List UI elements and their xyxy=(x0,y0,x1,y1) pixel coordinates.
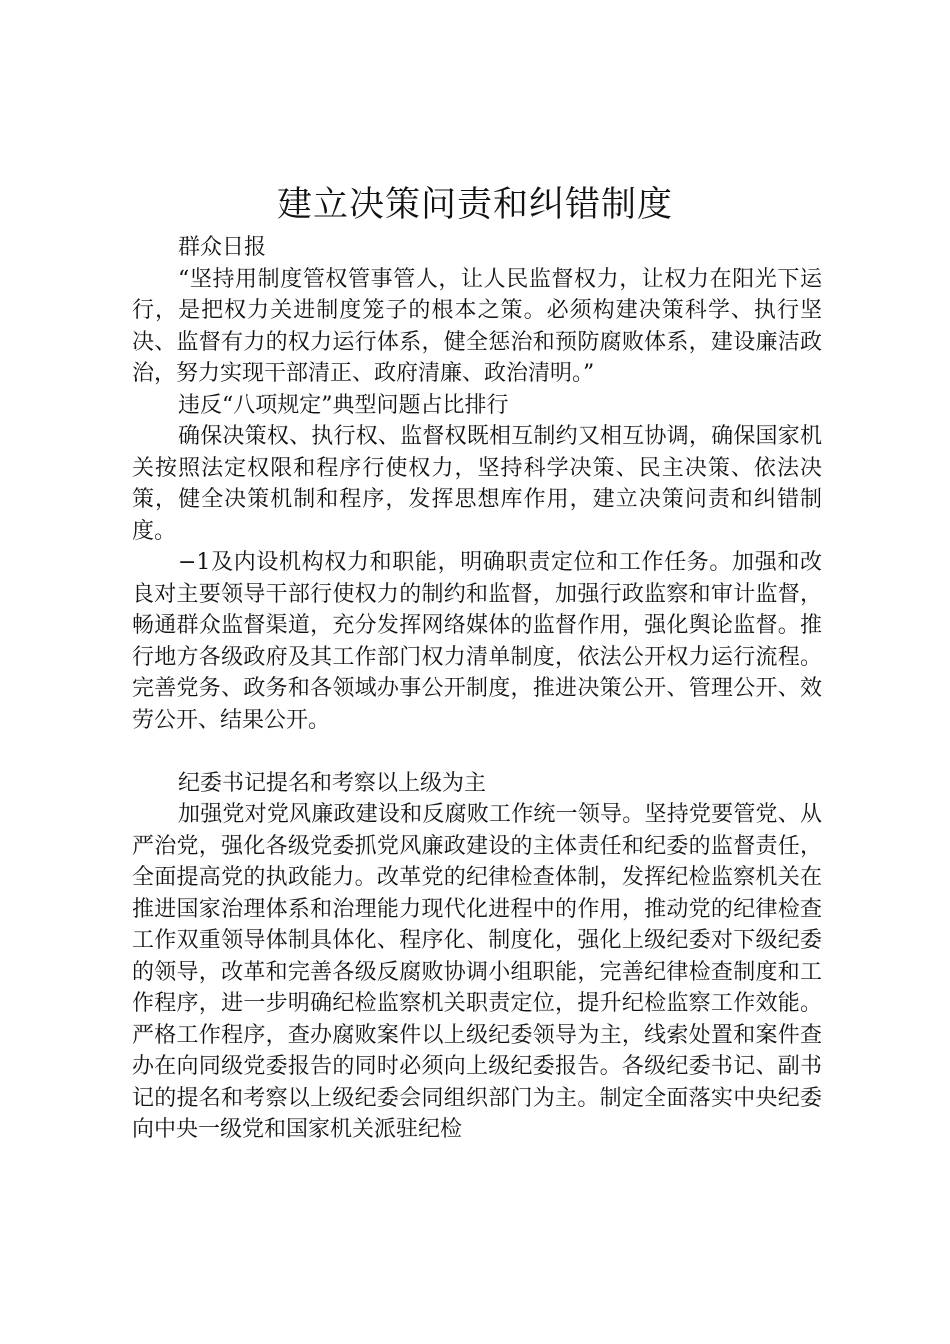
subheading-discipline-secretary: 纪委书记提名和考察以上级为主 xyxy=(178,770,487,796)
paragraph-decision-power: 确保决策权、执行权、监督权既相互制约又相互协调，确保国家机关按照法定权限和程序行使权力，坚持科学决策、民主决策、依法决策，健全决策机制和程序，发挥思想库作用，建立决策问责和纠错制度。 xyxy=(132,424,822,544)
paragraph-supervision: −1及内设机构权力和职能，明确职责定位和工作任务。加强和改良对主要领导干部行使权力的制约和监督，加强行政监察和审计监督，畅通群众监督渠道，充分发挥网络媒体的监督作用，强化舆论监督。推行地方各级政府及其工作部门权力清单制度，依法公开权力运行流程。完善党务、政务和各领域办事公开制度，推进决策公开、管理公开、效劳公开、结果公开。 xyxy=(132,550,822,733)
quote-paragraph: “坚持用制度管权管事管人，让人民监督权力，让权力在阳光下运行，是把权力关进制度笼子的根本之策。必须构建决策科学、执行坚决、监督有力的权力运行体系，健全惩治和预防腐败体系，建设廉洁政治，努力实现干部清正、政府清廉、政治清明。” xyxy=(132,266,822,386)
blank-line xyxy=(132,736,822,768)
paragraph-anti-corruption: 加强党对党风廉政建设和反腐败工作统一领导。坚持党要管党、从严治党，强化各级党委抓党风廉政建设的主体责任和纪委的监督责任，全面提高党的执政能力。改革党的纪律检查体制，发挥纪检监察机关在推进国家治理体系和治理能力现代化进程中的作用，推动党的纪律检查工作双重领导体制具体化、程序化、制度化，强化上级纪委对下级纪委的领导，改革和完善各级反腐败协调小组职能，完善纪律检查制度和工作程序，进一步明确纪检监察机关职责定位，提升纪检监察工作效能。严格工作程序，查办腐败案件以上级纪委领导为主，线索处置和案件查办在向同级党委报告的同时必须向上级纪委报告。各级纪委书记、副书记的提名和考察以上级纪委会同组织部门为主。制定全面落实中央纪委向中央一级党和国家机关派驻纪检 xyxy=(132,802,822,1142)
document-body xyxy=(132,232,822,1146)
source-line: 群众日报 xyxy=(178,235,267,260)
subheading-eight-rules: 违反“八项规定”典型问题占比排行 xyxy=(178,392,509,418)
document-title: 建立决策问责和纠错制度 xyxy=(276,185,673,225)
